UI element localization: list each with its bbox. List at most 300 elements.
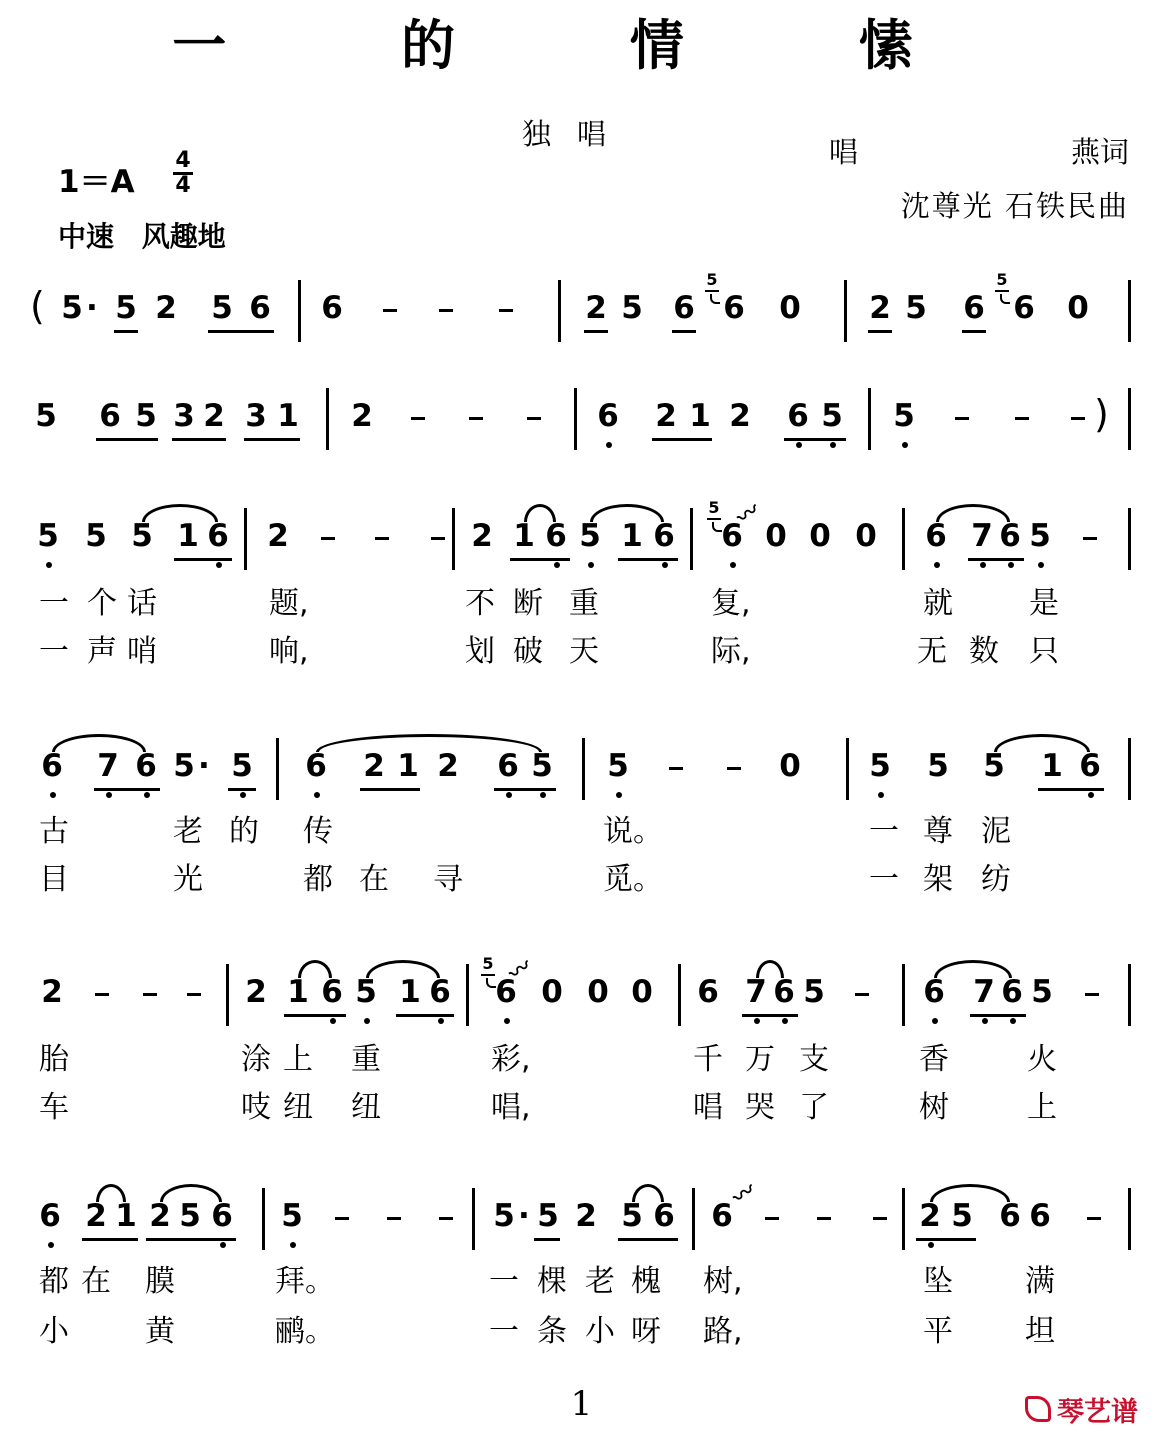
lyric-char: 吱 — [241, 1090, 271, 1125]
lyric-char: 上 — [1027, 1090, 1057, 1125]
octave-dot — [540, 792, 546, 798]
lyric-char: 题, — [269, 586, 309, 621]
lyric-char: 重 — [351, 1042, 381, 1077]
score-system-5 — [34, 954, 1131, 1030]
note: 2 — [585, 290, 607, 326]
octave-dot — [606, 442, 612, 448]
note: 6 — [36, 1198, 64, 1234]
note: 6 — [494, 748, 522, 784]
grace-beam — [995, 290, 1009, 292]
note: 2 — [245, 974, 267, 1010]
duration-dash — [817, 1217, 831, 1220]
bar-line — [472, 1188, 475, 1250]
lyric-char: 只 — [1029, 634, 1059, 669]
lyric-char: 数 — [969, 634, 999, 669]
lyricist-credit — [829, 130, 1129, 171]
note: 1 — [1041, 748, 1063, 784]
note: 6 — [208, 1198, 236, 1234]
note: 5 — [866, 748, 894, 784]
beam-underline — [868, 330, 892, 333]
grace-hook — [710, 294, 720, 304]
lyric-char: 条 — [537, 1314, 567, 1349]
score-system-2 — [34, 386, 1131, 454]
lyric-char: 膜 — [145, 1264, 175, 1299]
lyric-char: 平 — [923, 1314, 953, 1349]
note: 1 — [621, 518, 643, 554]
note: 2 — [655, 398, 677, 434]
note: 2 — [155, 290, 177, 326]
lyric-char: 尊 — [923, 814, 953, 849]
lyric-char: 都 — [39, 1264, 69, 1299]
lyric-char: 车 — [39, 1090, 69, 1125]
duration-dash — [383, 309, 397, 312]
duration-dash — [727, 767, 741, 770]
slur — [366, 960, 440, 978]
grace-note: 5 — [706, 270, 718, 289]
duration-dash — [387, 1217, 401, 1220]
duration-dash — [431, 537, 445, 540]
duration-dash — [439, 309, 453, 312]
logo-mark-icon — [1025, 1396, 1051, 1422]
note: 6 — [723, 290, 745, 326]
slur — [524, 504, 556, 522]
note: 1 — [177, 518, 199, 554]
note: 6 — [321, 290, 343, 326]
duration-dash — [439, 1217, 453, 1220]
note: 6 — [998, 974, 1026, 1010]
slur — [936, 504, 1010, 522]
note: 5 — [35, 398, 57, 434]
octave-dot — [980, 562, 986, 568]
duration-dash — [1015, 417, 1029, 420]
note: 6 — [697, 974, 719, 1010]
bar-line — [690, 508, 693, 570]
lyric-char: 就 — [923, 586, 953, 621]
beam-underline — [916, 1238, 976, 1241]
composer-credit: 沈尊光 石铁民曲 — [900, 189, 1129, 223]
lyric-char: 都 — [303, 862, 333, 897]
lyric-char: 声 — [87, 634, 117, 669]
score-system-4 — [34, 736, 1131, 804]
bar-line — [868, 388, 871, 450]
lyric-char: 天 — [569, 634, 599, 669]
note: 5 — [818, 398, 846, 434]
song-title: 一 的 情 愫 — [172, 13, 991, 77]
octave-dot — [1038, 562, 1044, 568]
lyric-char: 香 — [919, 1042, 949, 1077]
beam-underline — [962, 330, 986, 333]
duration-dash — [669, 767, 683, 770]
bar-line — [452, 508, 455, 570]
beam-underline — [618, 558, 678, 561]
note: 5 — [278, 1198, 306, 1234]
note: 6 — [996, 518, 1024, 554]
note: 5 — [1026, 518, 1054, 554]
beam-underline — [228, 788, 256, 791]
note: 1 — [287, 974, 309, 1010]
note: 5 — [228, 748, 256, 784]
note: 6 — [38, 748, 66, 784]
duration-dash — [855, 993, 869, 996]
lyric-char: 棵 — [537, 1264, 567, 1299]
beam-underline — [970, 1014, 1026, 1017]
octave-dot — [616, 792, 622, 798]
note: 3 — [245, 398, 267, 434]
note: 5 — [621, 290, 643, 326]
note: 6 — [1013, 290, 1035, 326]
lyricist-role: 燕词 — [1070, 135, 1129, 169]
octave-dot — [438, 1018, 444, 1024]
grace-note: 5 — [482, 954, 494, 973]
note: 5 — [115, 290, 137, 326]
note: 6 — [963, 290, 985, 326]
octave-dot — [290, 1242, 296, 1248]
slur — [96, 1184, 126, 1202]
beam-underline — [114, 330, 138, 333]
lyric-char: 彩, — [491, 1042, 531, 1077]
lyric-char: 纽 — [351, 1090, 381, 1125]
octave-dot — [1010, 1018, 1016, 1024]
lyric-char: 胎 — [39, 1042, 69, 1077]
augmentation-dot: · — [198, 748, 210, 784]
lyric-char: 一 — [869, 862, 899, 897]
octave-dot — [48, 1242, 54, 1248]
logo-text: 琴艺谱 — [1057, 1396, 1138, 1428]
note: 5 — [135, 398, 157, 434]
grace-hook — [1000, 294, 1010, 304]
beam-underline — [174, 558, 232, 561]
note: 2 — [267, 518, 289, 554]
lyric-char: 唱, — [491, 1090, 531, 1125]
octave-dot — [902, 442, 908, 448]
octave-dot — [830, 442, 836, 448]
note: 2 — [363, 748, 385, 784]
note: 5 — [211, 290, 233, 326]
note: 6 — [542, 518, 570, 554]
lyric-line — [34, 632, 1131, 672]
lyric-char: 路, — [703, 1314, 743, 1349]
note: 1 — [513, 518, 535, 554]
lyric-char: 目 — [39, 862, 69, 897]
lyric-char: 的 — [229, 814, 259, 849]
lyric-char: 复, — [711, 586, 751, 621]
beam-underline — [494, 788, 556, 791]
beam-underline — [284, 1014, 346, 1017]
note: 5 — [621, 1198, 643, 1234]
note: 5 — [61, 290, 83, 326]
lyric-char: 寻 — [433, 862, 463, 897]
bar-line — [244, 508, 247, 570]
octave-dot — [46, 562, 52, 568]
note: 5 — [576, 518, 604, 554]
beam-underline — [652, 438, 712, 441]
bar-line — [902, 964, 905, 1026]
beam-underline — [584, 330, 608, 333]
note: 0 — [779, 290, 801, 326]
lyric-char: 际, — [711, 634, 751, 669]
octave-dot — [504, 1018, 510, 1024]
note: 5 — [352, 974, 380, 1010]
note: 0 — [809, 518, 831, 554]
octave-dot — [932, 1018, 938, 1024]
octave-dot — [240, 792, 246, 798]
duration-dash — [1071, 417, 1085, 420]
lyric-char: 无 — [917, 634, 947, 669]
bar-line — [298, 280, 301, 342]
note: 6 — [784, 398, 812, 434]
bar-line — [844, 280, 847, 342]
octave-dot — [588, 562, 594, 568]
lyric-char: 响, — [269, 634, 309, 669]
duration-dash — [955, 417, 969, 420]
bracket-mark: ) — [1094, 392, 1109, 436]
site-logo — [1025, 1392, 1138, 1426]
note: 6 — [653, 1198, 675, 1234]
note: 2 — [916, 1198, 944, 1234]
note: 0 — [631, 974, 653, 1010]
lyric-char: 万 — [745, 1042, 775, 1077]
slur — [298, 960, 332, 978]
lyric-char: 黄 — [145, 1314, 175, 1349]
lyric-char: 古 — [39, 814, 69, 849]
bar-line — [262, 1188, 265, 1250]
slur — [756, 960, 784, 978]
octave-dot — [1008, 562, 1014, 568]
glissando-mark: 〰 — [728, 1178, 761, 1212]
note: 6 — [673, 290, 695, 326]
beam-underline — [1038, 788, 1104, 791]
augmentation-dot: · — [86, 290, 98, 326]
lyric-char: 不 — [465, 586, 495, 621]
octave-dot — [506, 792, 512, 798]
glissando-mark: 〰 — [504, 954, 537, 988]
beam-underline — [208, 330, 274, 333]
octave-dot — [106, 792, 112, 798]
note: 6 — [249, 290, 271, 326]
note: 6 — [1029, 1198, 1051, 1234]
beam-underline — [82, 1238, 138, 1241]
bar-line — [1128, 280, 1131, 342]
bar-line — [846, 738, 849, 800]
note: 6 — [492, 974, 520, 1010]
lyric-char: 千 — [693, 1042, 723, 1077]
grace-note: 5 — [708, 498, 720, 517]
lyric-char: 小 — [585, 1314, 615, 1349]
lyric-char: 传 — [303, 814, 333, 849]
duration-dash — [527, 417, 541, 420]
lyric-char: 火 — [1027, 1042, 1057, 1077]
note: 6 — [999, 1198, 1021, 1234]
octave-dot — [662, 562, 668, 568]
note: 5 — [905, 290, 927, 326]
beam-underline — [618, 1238, 678, 1241]
lyric-char: 断 — [513, 586, 543, 621]
note: 6 — [99, 398, 121, 434]
octave-dot — [934, 562, 940, 568]
note: 2 — [437, 748, 459, 784]
duration-dash — [411, 417, 425, 420]
slur — [994, 734, 1090, 752]
slur — [316, 734, 542, 752]
slur — [160, 1184, 222, 1202]
note: 5 — [131, 518, 153, 554]
lyric-char: 一 — [489, 1264, 519, 1299]
lyric-char: 槐 — [631, 1264, 661, 1299]
lyric-char: 老 — [585, 1264, 615, 1299]
score-system-1 — [30, 270, 1131, 346]
lyric-char: 架 — [923, 862, 953, 897]
lyric-line — [34, 860, 1131, 900]
octave-dot — [330, 1018, 336, 1024]
tempo-marking: 中速 风趣地 — [58, 220, 226, 253]
slur — [930, 1184, 1010, 1202]
beam-underline — [396, 1014, 454, 1017]
lyric-char: 小 — [39, 1314, 69, 1349]
page-number: 1 — [570, 1384, 593, 1424]
note: 2 — [471, 518, 493, 554]
note: 2 — [41, 974, 63, 1010]
octave-dot — [1088, 792, 1094, 798]
lyric-line — [34, 1088, 1131, 1128]
note: 5 — [85, 518, 107, 554]
slur — [590, 504, 664, 522]
note: 6 — [650, 518, 678, 554]
note: 7 — [968, 518, 996, 554]
note: 5 — [1031, 974, 1053, 1010]
note: 5 — [537, 1198, 559, 1234]
lyric-char: 一 — [489, 1314, 519, 1349]
duration-dash — [873, 1217, 887, 1220]
note: 0 — [1067, 290, 1089, 326]
lyric-char: 在 — [81, 1264, 111, 1299]
lyric-char: 了 — [799, 1090, 829, 1125]
duration-dash — [143, 993, 157, 996]
lyric-char: 纺 — [981, 862, 1011, 897]
slur — [934, 960, 1012, 978]
lyric-char: 树 — [919, 1090, 949, 1125]
note: 5 — [528, 748, 556, 784]
note: 7 — [970, 974, 998, 1010]
octave-dot — [754, 1018, 760, 1024]
lyric-char: 树, — [703, 1264, 743, 1299]
lyric-char: 呀 — [631, 1314, 661, 1349]
octave-dot — [144, 792, 150, 798]
bar-line — [1128, 738, 1131, 800]
beam-underline — [510, 558, 570, 561]
note: 2 — [85, 1198, 107, 1234]
octave-dot — [982, 1018, 988, 1024]
lyric-char: 纽 — [283, 1090, 313, 1125]
lyric-char: 在 — [359, 862, 389, 897]
slur — [142, 504, 218, 522]
note: 0 — [541, 974, 563, 1010]
lyric-char: 泥 — [981, 814, 1011, 849]
note: 5 — [951, 1198, 973, 1234]
duration-dash — [335, 1217, 349, 1220]
octave-dot — [782, 1018, 788, 1024]
beam-underline — [94, 788, 160, 791]
lyric-line — [34, 1040, 1131, 1080]
lyricist-name: 唱 — [829, 135, 859, 169]
beam-underline — [172, 438, 226, 441]
bar-line — [1128, 388, 1131, 450]
note: 6 — [426, 974, 454, 1010]
note: 6 — [711, 1198, 733, 1234]
duration-dash — [375, 537, 389, 540]
lyric-char: 拜。 — [275, 1264, 335, 1299]
lyric-char: 光 — [173, 862, 203, 897]
bar-line — [692, 1188, 695, 1250]
bar-line — [1128, 508, 1131, 570]
lyric-char: 支 — [799, 1042, 829, 1077]
note: 6 — [1076, 748, 1104, 784]
note: 5 — [34, 518, 62, 554]
lyric-char: 一 — [39, 634, 69, 669]
lyric-char: 划 — [465, 634, 495, 669]
note: 0 — [765, 518, 787, 554]
duration-dash — [321, 537, 335, 540]
note: 2 — [351, 398, 373, 434]
bracket-mark: ( — [30, 284, 45, 328]
note: 5 — [173, 748, 195, 784]
bar-line — [902, 1188, 905, 1250]
note: 2 — [729, 398, 751, 434]
lyric-char: 觅。 — [603, 862, 663, 897]
note: 0 — [587, 974, 609, 1010]
bar-line — [466, 964, 469, 1026]
note: 6 — [302, 748, 330, 784]
octave-dot — [878, 792, 884, 798]
lyric-char: 说。 — [603, 814, 663, 849]
score-system-3 — [34, 498, 1131, 574]
octave-dot — [50, 792, 56, 798]
note: 2 — [203, 398, 225, 434]
lyric-char: 哨 — [127, 634, 157, 669]
time-signature — [172, 150, 194, 197]
lyric-char: 坠 — [923, 1264, 953, 1299]
lyric-char: 破 — [513, 634, 543, 669]
beam-underline — [96, 438, 158, 441]
note: 1 — [397, 748, 419, 784]
note: 5 — [493, 1198, 515, 1234]
note: 6 — [920, 974, 948, 1010]
bar-line — [226, 964, 229, 1026]
lyric-line — [34, 812, 1131, 852]
lyric-char: 涂 — [241, 1042, 271, 1077]
beam-underline — [244, 438, 300, 441]
lyric-char: 鹂。 — [275, 1314, 335, 1349]
duration-dash — [1083, 537, 1097, 540]
lyric-char: 唱 — [693, 1090, 723, 1125]
beam-underline — [784, 438, 846, 441]
duration-dash — [469, 417, 483, 420]
beam-underline — [146, 1238, 236, 1241]
bar-line — [574, 388, 577, 450]
bar-line — [1128, 1188, 1131, 1250]
lyric-char: 坦 — [1025, 1314, 1055, 1349]
lyric-char: 话 — [127, 586, 157, 621]
note: 1 — [399, 974, 421, 1010]
note: 2 — [575, 1198, 597, 1234]
octave-dot — [364, 1018, 370, 1024]
octave-dot — [730, 562, 736, 568]
note: 5 — [890, 398, 918, 434]
duration-dash — [1085, 993, 1099, 996]
note: 2 — [149, 1198, 171, 1234]
grace-note: 5 — [996, 270, 1008, 289]
bar-line — [1128, 964, 1131, 1026]
beam-underline — [360, 788, 420, 791]
